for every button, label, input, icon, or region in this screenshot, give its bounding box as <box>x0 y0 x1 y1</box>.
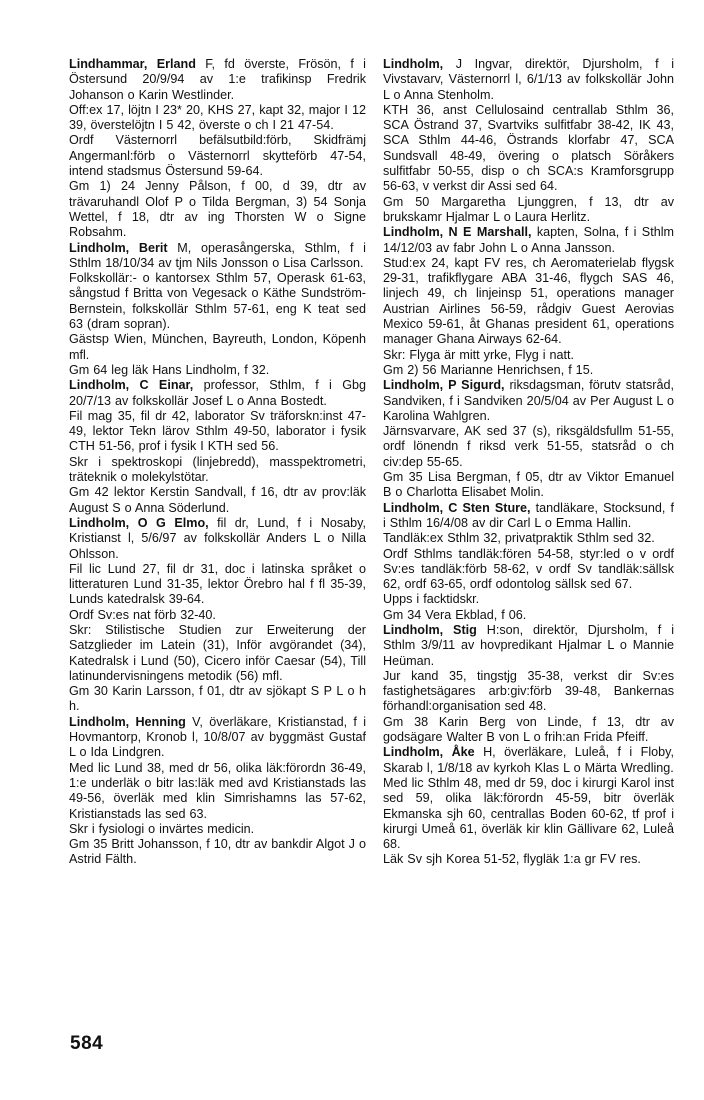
entry-paragraph: Lindholm, N E Marshall, kapten, Solna, f i Sthlm 14/12/03 av fabr John L o Anna Jansson. <box>383 225 674 255</box>
entry-lindholm-berit <box>69 241 366 379</box>
entry-paragraph: Skr: Stilistische Studien zur Erweiterung der Satzglieder im Latein (31), Inför avgörandet (34), Katedralsk i Lund (50), Cicero inför Caesar (54), Till latinundervisningens metodik (56) mfl. <box>69 622 366 683</box>
entry-paragraph: Gm 30 Karin Larsson, f 01, dtr av sjökapt S P L o h h. <box>69 684 366 714</box>
entry-paragraph: Gm 38 Karin Berg von Linde, f 13, dtr av godsägare Walter B von L o frih:an Frida Pfeiff. <box>383 714 674 745</box>
entry-paragraph: Med lic Sthlm 48, med dr 59, doc i kirurgi Karol inst sed 59, olika läk:förordn 45-59, bitr överläk Ekmanska sjh 60, centrallas Boden 60-62, tf prof i kirurgi Umeå 61, överläk kir klin Gällivare 62, Luleå 68. <box>383 775 674 852</box>
entry-paragraph: Fil lic Lund 27, fil dr 31, doc i latinska språket o litteraturen Lund 31-35, lektor Örebro hal f fl 35-39, Lunds katedralsk 39-64. <box>69 561 366 607</box>
entry-name: Lindhammar, Erland <box>69 57 196 71</box>
entry-paragraph: Folkskollär:- o kantorsex Sthlm 57, Operask 61-63, sångstud f Britta von Vegesack o Käthe Sundström-Bernstein, folkskollär Sthlm 57-61, eng K teat sed 63 (dram sopran). <box>69 271 366 332</box>
entry-paragraph: Lindholm, Stig H:son, direktör, Djursholm, f i Sthlm 3/9/11 av hovpredikant Hjalmar L o Mannie Heüman. <box>383 622 674 668</box>
entry-paragraph: Lindholm, Åke H, överläkare, Luleå, f i Floby, Skarab l, 1/8/18 av kyrkoh Klas L o Märta Wredling. <box>383 745 674 775</box>
entry-paragraph: Lindholm, J Ingvar, direktör, Djursholm, f i Vivstavarv, Västernorrl l, 6/1/13 av folkskollär John L o Anna Stenholm. <box>383 57 674 102</box>
entry-lindholm-sigurd <box>383 378 674 500</box>
entry-name: Lindholm, <box>383 57 444 71</box>
entry-name: Lindholm, C Einar, <box>69 378 194 393</box>
entry-name: Lindholm, P Sigurd, <box>383 378 505 393</box>
entry-paragraph: Gm 42 lektor Kerstin Sandvall, f 16, dtr av prov:läk August S o Anna Söderlund. <box>69 485 366 515</box>
entry-name: Lindholm, Berit <box>69 240 168 255</box>
entry-paragraph: Fil mag 35, fil dr 42, laborator Sv träforskn:inst 47-49, lektor Tekn lärov Sthlm 49-50, laborator i fysik CTH 51-56, prof i fysik I KTH sed 56. <box>69 408 366 454</box>
entry-paragraph: Upps i facktidskr. <box>383 592 480 607</box>
entry-paragraph: Jur kand 35, tingstjg 35-38, verkst dir Sv:es fastighetsägares arb:giv:förb 39-48, Bankernas förhandl:organisation sed 48. <box>383 668 674 714</box>
entry-paragraph: Gm 34 Vera Ekblad, f 06. <box>383 607 527 622</box>
entry-name: Lindholm, O G Elmo, <box>69 515 209 530</box>
entry-lindholm-marshall <box>383 225 674 378</box>
entry-name: Lindholm, C Sten Sture, <box>383 500 531 515</box>
entry-name: Lindholm, Henning <box>69 714 186 729</box>
entry-paragraph: Ordf Sv:es nat förb 32-40. <box>69 607 216 622</box>
entry-paragraph: Tandläk:ex Sthlm 32, privatpraktik Sthlm sed 32. <box>383 531 655 546</box>
entry-paragraph: Gm 2) 56 Marianne Henrichsen, f 15. <box>383 362 594 377</box>
entry-paragraph: Gästsp Wien, München, Bayreuth, London, Köpenh mfl. <box>69 332 366 362</box>
entry-paragraph: Skr: Flyga är mitt yrke, Flyg i natt. <box>383 347 575 362</box>
page-number: 584 <box>70 1033 104 1054</box>
entry-paragraph: Med lic Lund 38, med dr 56, olika läk:förordn 36-49, 1:e underläk o bitr las:läk med avd Kristianstads las 49-56, överläk med klin Simrishamns las 57-62, Kristianstads las sed 63. <box>69 760 366 821</box>
entry-paragraph: Lindholm, C Sten Sture, tandläkare, Stocksund, f i Sthlm 16/4/08 av dir Carl L o Emma Hallin. <box>383 500 674 530</box>
entry-paragraph: Lindholm, P Sigurd, riksdagsman, förutv statsråd, Sandviken, f i Sandviken 20/5/04 av Per August L o Karolina Wahlgren. <box>383 378 674 423</box>
entry-lindholm-ake <box>383 745 674 867</box>
entry-lindhammar-erland <box>69 57 366 241</box>
entry-paragraph: Gm 1) 24 Jenny Pålson, f 00, d 39, dtr av trävaruhandl Olof P o Tilda Bergman, 3) 54 Sonja Wettel, f 18, dtr av ing Thorsten W o Signe Robsahm. <box>69 179 366 240</box>
entry-paragraph: Gm 35 Lisa Bergman, f 05, dtr av Viktor Emanuel B o Charlotta Elisabet Molin. <box>383 470 674 500</box>
entry-lindholm-henning <box>69 715 366 868</box>
entry-paragraph: Lindholm, O G Elmo, fil dr, Lund, f i Nosaby, Kristianst l, 5/6/97 av folkskollär Anders L o Nilla Ohlsson. <box>69 515 366 561</box>
entry-lindholm-elmo <box>69 516 366 715</box>
entry-paragraph: Gm 50 Margaretha Ljunggren, f 13, dtr av brukskamr Hjalmar L o Laura Herlitz. <box>383 194 674 224</box>
entry-paragraph: Ordf Sthlms tandläk:fören 54-58, styr:led o v ordf Sv:es tandläk:förb 58-62, v ordf Sv tandläk:sällsk 62, ordf 63-65, ordf odontolog sällsk sed 67. <box>383 546 674 592</box>
right-column <box>383 57 674 868</box>
entry-paragraph: Skr i spektroskopi (linjebredd), masspektrometri, träteknik o molekylstötar. <box>69 454 366 485</box>
entry-paragraph: Ordf Västernorrl befälsutbild:förb, Skidfrämj Angermanl:förb o Västernorrl skytteförb 47-54, intend stadsmus Östersund 59-64. <box>69 133 366 179</box>
entry-paragraph: Lindholm, Berit M, operasångerska, Sthlm, f i Sthlm 18/10/34 av tjm Nils Jonsson o Lisa Carlsson. <box>69 240 366 270</box>
entry-paragraph: Lindholm, Henning V, överläkare, Kristianstad, f i Hovmantorp, Kronob l, 10/8/07 av byggmäst Gustaf L o Ida Lindgren. <box>69 714 366 760</box>
entry-paragraph: Lindhammar, Erland F, fd överste, Frösön, f i Östersund 20/9/94 av 1:e trafikinsp Fredrik Johanson o Karin Westlinder. <box>69 57 366 102</box>
entry-lindholm-stig <box>383 623 674 745</box>
entry-paragraph: Gm 64 leg läk Hans Lindholm, f 32. <box>69 362 270 377</box>
entry-paragraph: Gm 35 Britt Johansson, f 10, dtr av bankdir Algot J o Astrid Fälth. <box>69 837 366 867</box>
entry-paragraph: Lindholm, C Einar, professor, Sthlm, f i Gbg 20/7/13 av folkskollär Josef L o Anna Bostedt. <box>69 378 366 408</box>
entry-name: Lindholm, Åke <box>383 745 475 760</box>
entry-name: Lindholm, N E Marshall, <box>383 225 532 240</box>
entry-paragraph: Läk Sv sjh Korea 51-52, flygläk 1:a gr FV res. <box>383 852 641 867</box>
entry-paragraph: KTH 36, anst Cellulosaind centrallab Sthlm 36, SCA Östrand 37, Svartviks sulfitfabr 38-42, IK 43, SCA Sthlm 44-46, Östrands klorfabr 47, SCA Sundsvall 48-49, övering o platsch Söråkers sulfitfabr 50-55, disp o ch SCA:s Kramforsgrupp 56-63, v verkst dir Assi sed 64. <box>383 102 674 194</box>
entry-lindholm-einar <box>69 378 366 516</box>
entry-paragraph: Järnsvarvare, AK sed 37 (s), riksgäldsfullm 51-55, ordf lönendn f riksd verk 51-55, statsråd o ch civ:dep 55-65. <box>383 424 674 469</box>
entry-lindholm-sten-sture <box>383 501 674 623</box>
left-column <box>69 57 366 868</box>
entry-paragraph: Off:ex 17, löjtn I 23* 20, KHS 27, kapt 32, major I 12 39, överstelöjtn I 5 42, överste o ch I 21 47-54. <box>69 102 366 133</box>
entry-paragraph: Stud:ex 24, kapt FV res, ch Aeromaterielab flygsk 29-31, trafikflygare ABA 31-46, flygch SAS 46, linjech 49, ch linjeinsp 51, operations manager Austrian Airlines 56-59, rådgiv Guest Aerovias Mexico 59-61, åt Ghanas president 61, operations manager Ghana Airways 62-64. <box>383 255 674 347</box>
entry-paragraph: Skr i fysiologi o invärtes medicin. <box>69 821 255 836</box>
entry-name: Lindholm, Stig <box>383 622 477 637</box>
entry-lindholm-ingvar <box>383 57 674 225</box>
